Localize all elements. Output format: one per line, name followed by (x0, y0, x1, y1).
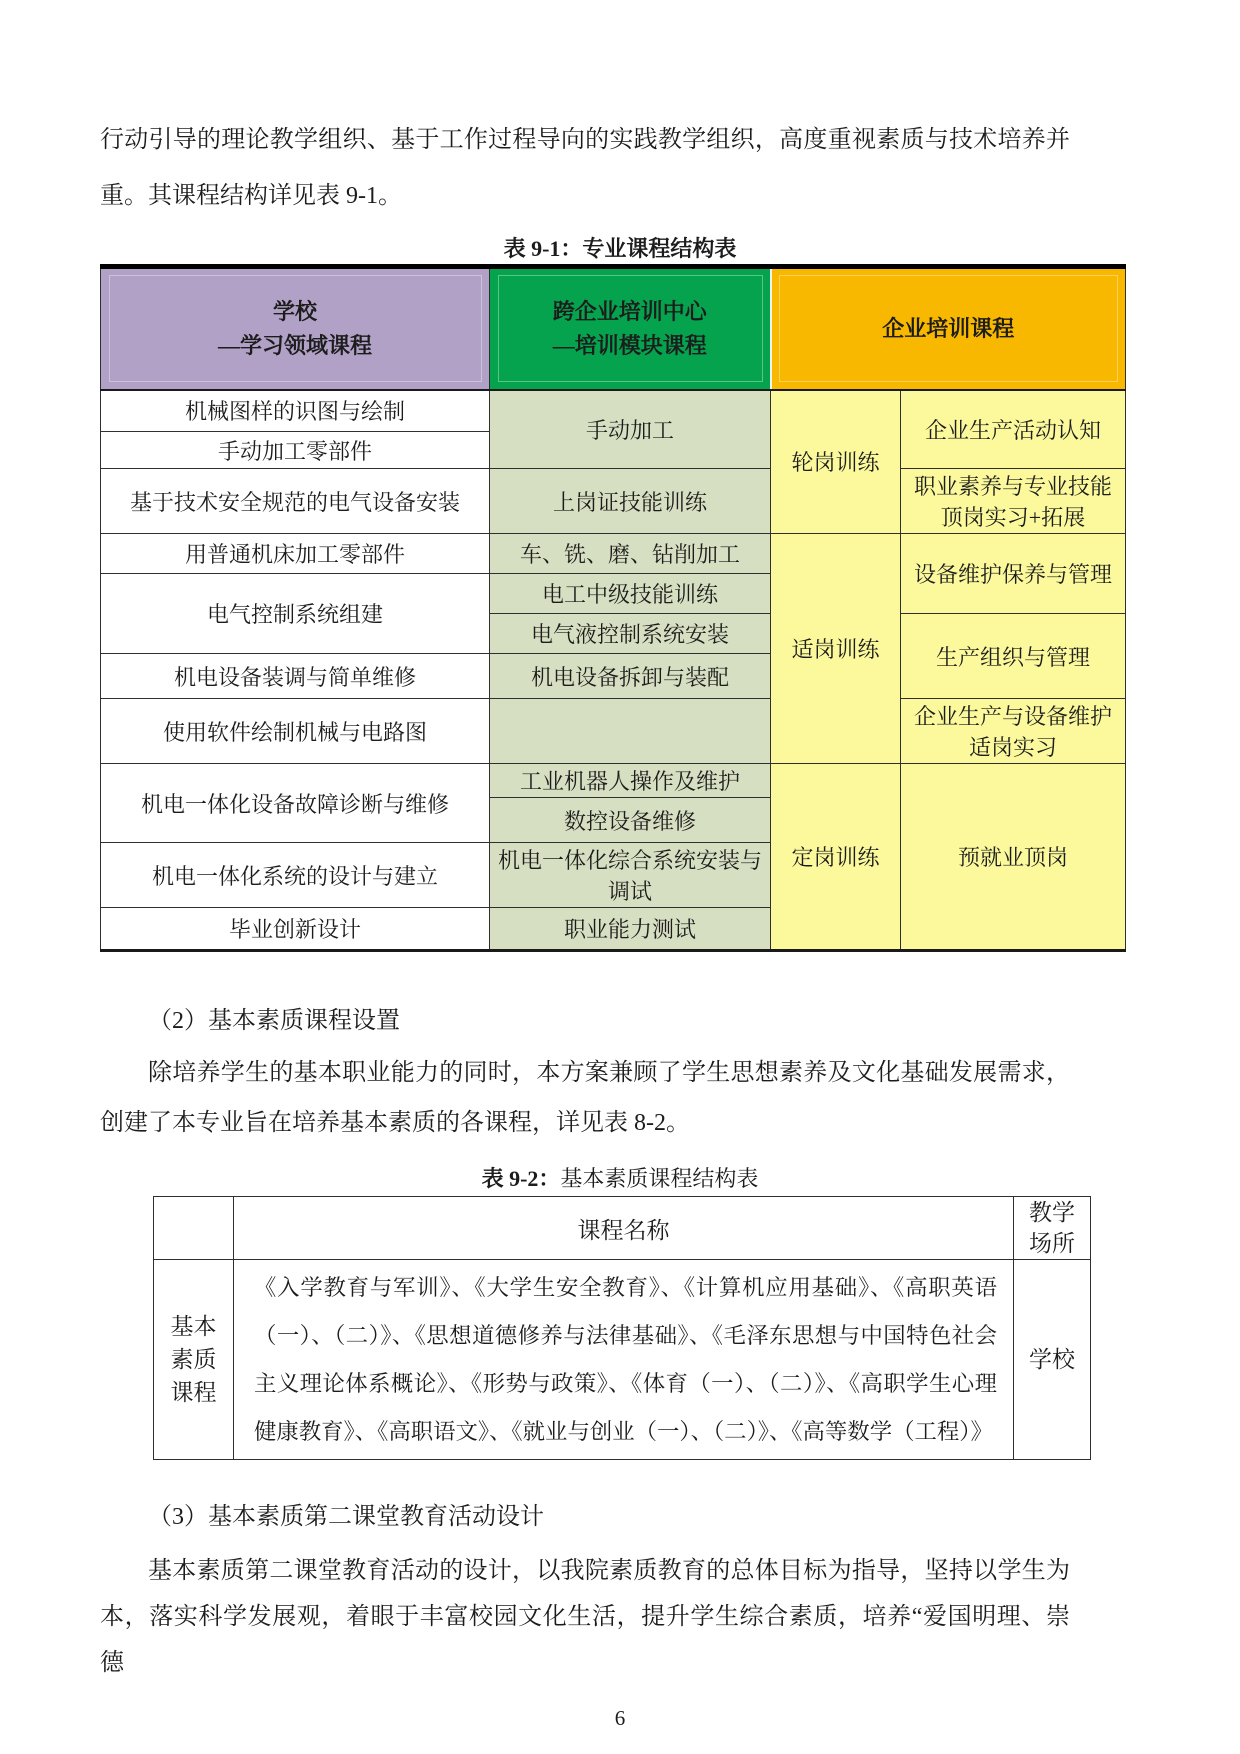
category-cell: 基本素质课程 (154, 1260, 234, 1460)
header-training-center-column (490, 267, 771, 390)
training-module-cell: 数控设备维修 (490, 798, 771, 843)
school-course-cell: 机电一体化系统的设计与建立 (101, 843, 490, 908)
training-module-cell: 机电设备拆卸与装配 (490, 654, 771, 699)
intro-paragraph: 行动引导的理论教学组织、基于工作过程导向的实践教学组织，高度重视素质与技术培养并重。其课程结构详见表 9-1。 (100, 127, 1070, 209)
school-course-cell: 毕业创新设计 (101, 908, 490, 951)
training-stage-cell: 定岗训练 (771, 764, 901, 951)
table-header-row (101, 267, 1126, 390)
page-number: 6 (614, 1706, 626, 1730)
table1-caption: 表 9-1：专业课程结构表 (503, 236, 737, 261)
training-module-cell: 上岗证技能训练 (490, 469, 771, 534)
table-header-row (154, 1197, 1091, 1260)
location-cell: 学校 (1014, 1260, 1091, 1460)
table-row (101, 764, 1126, 798)
table2-caption (100, 1164, 1140, 1194)
table2-caption-name: 基本素质课程结构表 (560, 1166, 759, 1191)
training-module-cell: 机电一体化综合系统安装与调试 (490, 843, 771, 908)
training-stage-cell: 轮岗训练 (771, 390, 901, 534)
school-course-cell: 基于技术安全规范的电气设备安装 (101, 469, 490, 534)
table-row (101, 390, 1126, 432)
school-course-cell: 机电设备装调与简单维修 (101, 654, 490, 699)
training-module-cell: 职业能力测试 (490, 908, 771, 951)
school-course-cell: 手动加工零部件 (101, 432, 490, 469)
section3-heading: （3）基本素质第二课堂教育活动设计 (148, 1504, 544, 1530)
training-stage-cell: 适岗训练 (771, 534, 901, 764)
school-course-cell: 使用软件绘制机械与电路图 (101, 699, 490, 764)
header-empty-cell (154, 1197, 234, 1260)
table-row (101, 534, 1126, 574)
enterprise-course-cell: 预就业顶岗 (901, 764, 1126, 951)
enterprise-course-cell: 生产组织与管理 (901, 614, 1126, 699)
training-module-cell: 电工中级技能训练 (490, 574, 771, 614)
table-row (154, 1260, 1091, 1460)
header-school-column (101, 267, 490, 390)
enterprise-course-cell: 企业生产活动认知 (901, 390, 1126, 469)
training-module-cell-empty (490, 699, 771, 764)
school-course-cell: 电气控制系统组建 (101, 574, 490, 654)
table2-caption-label: 表 9-2： (481, 1166, 561, 1191)
training-module-cell: 工业机器人操作及维护 (490, 764, 771, 798)
school-course-cell: 机械图样的识图与绘制 (101, 390, 490, 432)
header-enterprise-column: 企业培训课程 (771, 267, 1126, 390)
table-row (101, 699, 1126, 764)
basic-quality-course-table (153, 1196, 1091, 1460)
header-course-name: 课程名称 (234, 1197, 1014, 1260)
enterprise-course-cell: 企业生产与设备维护适岗实习 (901, 699, 1126, 764)
header-teaching-location: 教学场所 (1014, 1197, 1091, 1260)
section3-paragraph: 基本素质第二课堂教育活动的设计，以我院素质教育的总体目标为指导，坚持以学生为本，落实科学发展观，着眼于丰富校园文化生活，提升学生综合素质，培养“爱国明理、崇德 (100, 1558, 1070, 1676)
school-course-cell: 机电一体化设备故障诊断与维修 (101, 764, 490, 843)
enterprise-course-cell: 职业素养与专业技能顶岗实习+拓展 (901, 469, 1126, 534)
professional-course-structure-table (100, 264, 1126, 952)
header-center-line2: —培训模块课程 (552, 332, 707, 358)
header-school-line1: 学校 (272, 298, 317, 324)
training-module-cell: 电气液控制系统安装 (490, 614, 771, 654)
school-course-cell: 用普通机床加工零部件 (101, 534, 490, 574)
training-module-cell: 手动加工 (490, 390, 771, 469)
section2-heading: （2）基本素质课程设置 (148, 1008, 400, 1034)
table-row (101, 469, 1126, 534)
training-module-cell: 车、铣、磨、钻削加工 (490, 534, 771, 574)
section2-paragraph: 除培养学生的基本职业能力的同时，本方案兼顾了学生思想素养及文化基础发展需求，创建了本专业旨在培养基本素质的各课程，详见表 8-2。 (100, 1060, 1070, 1136)
enterprise-course-cell: 设备维护保养与管理 (901, 534, 1126, 614)
header-school-line2: —学习领域课程 (217, 332, 372, 358)
course-list-cell: 《入学教育与军训》、《大学生安全教育》、《计算机应用基础》、《高职英语（一）、（二）》、《思想道德修养与法律基础》、《毛泽东思想与中国特色社会主义理论体系概论》、《形势与政策》、《体育（一）、（二）》、《高职学生心理健康教育》、《高职语文》、《就业与创业（一）、（二）》、《高等数学（工程）》 (234, 1260, 1014, 1460)
header-center-line1: 跨企业培训中心 (552, 298, 707, 324)
